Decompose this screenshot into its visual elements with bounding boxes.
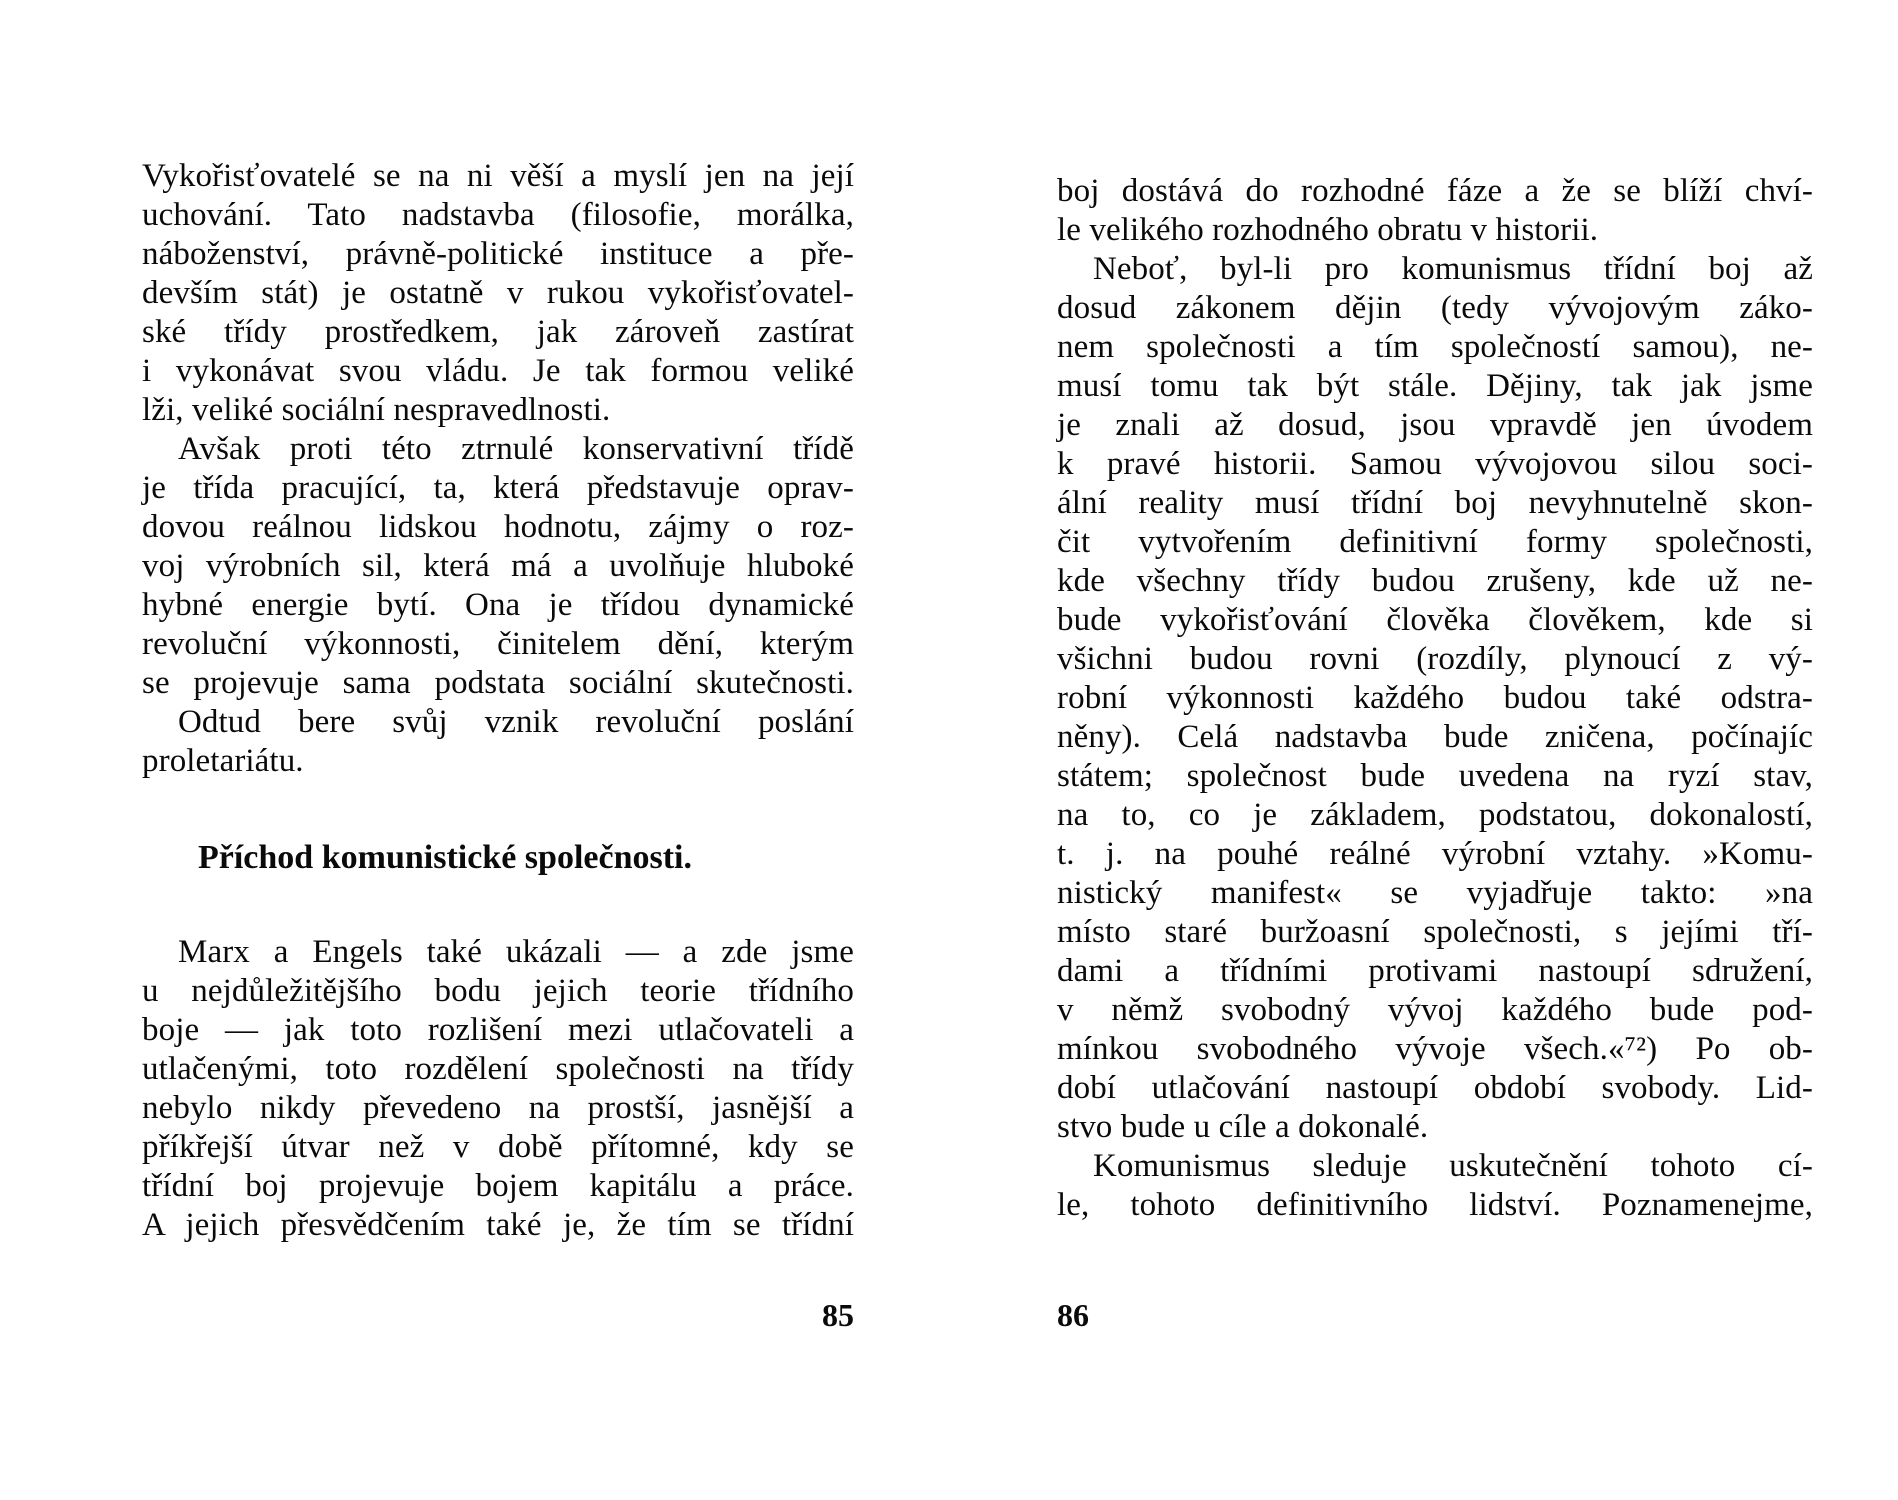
text-line: boj dostává do rozhodné fáze a že se blíží chví- — [1057, 173, 1813, 209]
text-line: dovou reálnou lidskou hodnotu, zájmy o roz- — [142, 509, 854, 545]
text-line: hybné energie bytí. Ona je třídou dynamické — [142, 587, 854, 623]
text-line: státem; společnost bude uvedena na ryzí stav, — [1057, 758, 1813, 794]
text-line: musí tomu tak být stále. Dějiny, tak jak jsme — [1057, 368, 1813, 404]
text-line: k pravé historii. Samou vývojovou silou soci- — [1057, 446, 1813, 482]
text-line: všichni budou rovni (rozdíly, plynoucí z vý- — [1057, 641, 1813, 677]
text-line: kde všechny třídy budou zrušeny, kde už ne- — [1057, 563, 1813, 599]
text-line: le, tohoto definitivního lidství. Poznamenejme, — [1057, 1187, 1813, 1223]
text-line: třídní boj projevuje bojem kapitálu a práce. — [142, 1168, 854, 1204]
text-line: Neboť, byl-li pro komunismus třídní boj až — [1093, 251, 1813, 287]
text-line: je znali až dosud, jsou vpravdě jen úvodem — [1057, 407, 1813, 443]
text-line: nebylo nikdy převedeno na prostší, jasnější a — [142, 1090, 854, 1126]
text-line: i vykonávat svou vládu. Je tak formou veliké — [142, 353, 854, 389]
text-line: t. j. na pouhé reálné výrobní vztahy. »Komu- — [1057, 836, 1813, 872]
text-line: Avšak proti této ztrnulé konservativní třídě — [178, 431, 854, 467]
text-line: příkřejší útvar než v době přítomné, kdy se — [142, 1129, 854, 1165]
text-line: ské třídy prostředkem, jak zároveň zastírat — [142, 314, 854, 350]
text-line: u nejdůležitějšího bodu jejich teorie třídního — [142, 973, 854, 1009]
text-line: proletariátu. — [142, 743, 304, 779]
text-line: A jejich přesvědčením také je, že tím se třídní — [142, 1207, 854, 1243]
text-line: nem společnosti a tím společností samou), ne- — [1057, 329, 1813, 365]
text-line: dosud zákonem dějin (tedy vývojovým záko- — [1057, 290, 1813, 326]
text-line: dobí utlačování nastoupí období svobody. Lid- — [1057, 1070, 1813, 1106]
text-line: čit vytvořením definitivní formy společnosti, — [1057, 524, 1813, 560]
text-line: se projevuje sama podstata sociální skutečnosti. — [142, 665, 854, 701]
text-line: místo staré buržoasní společnosti, s jejími tří- — [1057, 914, 1813, 950]
text-line: bude vykořisťování člověka člověkem, kde si — [1057, 602, 1813, 638]
text-line: Komunismus sleduje uskutečnění tohoto cí- — [1093, 1148, 1813, 1184]
text-line: Marx a Engels také ukázali — a zde jsme — [178, 934, 854, 970]
text-line: revoluční výkonnosti, činitelem dění, kterým — [142, 626, 854, 662]
page-number: 85 — [822, 1297, 854, 1333]
text-line: stvo bude u cíle a dokonalé. — [1057, 1109, 1429, 1145]
text-line: mínkou svobodného vývoje všech.«⁷²) Po ob- — [1057, 1031, 1813, 1067]
text-line: Odtud bere svůj vznik revoluční poslání — [178, 704, 854, 740]
text-line: je třída pracující, ta, která představuje oprav- — [142, 470, 854, 506]
page-number: 86 — [1057, 1297, 1089, 1333]
text-line: utlačenými, toto rozdělení společnosti na třídy — [142, 1051, 854, 1087]
section-heading: Příchod komunistické společnosti. — [198, 839, 692, 876]
text-line: na to, co je základem, podstatou, dokonalostí, — [1057, 797, 1813, 833]
text-line: robní výkonnosti každého budou také odstra- — [1057, 680, 1813, 716]
text-line: dami a třídními protivami nastoupí sdružení, — [1057, 953, 1813, 989]
text-line: Vykořisťovatelé se na ni věší a myslí jen na její — [142, 158, 854, 194]
text-line: uchování. Tato nadstavba (filosofie, morálka, — [142, 197, 854, 233]
text-line: nistický manifest« se vyjadřuje takto: »na — [1057, 875, 1813, 911]
text-line: v němž svobodný vývoj každého bude pod- — [1057, 992, 1813, 1028]
text-line: náboženství, právně-politické instituce a pře- — [142, 236, 854, 272]
text-line: devším stát) je ostatně v rukou vykořisťovatel- — [142, 275, 854, 311]
text-line: ální reality musí třídní boj nevyhnutelně skon- — [1057, 485, 1813, 521]
text-line: lži, veliké sociální nespravedlnosti. — [142, 392, 611, 428]
text-line: le velikého rozhodného obratu v historii. — [1057, 212, 1599, 248]
text-line: něny). Celá nadstavba bude zničena, počínajíc — [1057, 719, 1813, 755]
text-line: voj výrobních sil, která má a uvolňuje hluboké — [142, 548, 854, 584]
text-line: boje — jak toto rozlišení mezi utlačovateli a — [142, 1012, 854, 1048]
